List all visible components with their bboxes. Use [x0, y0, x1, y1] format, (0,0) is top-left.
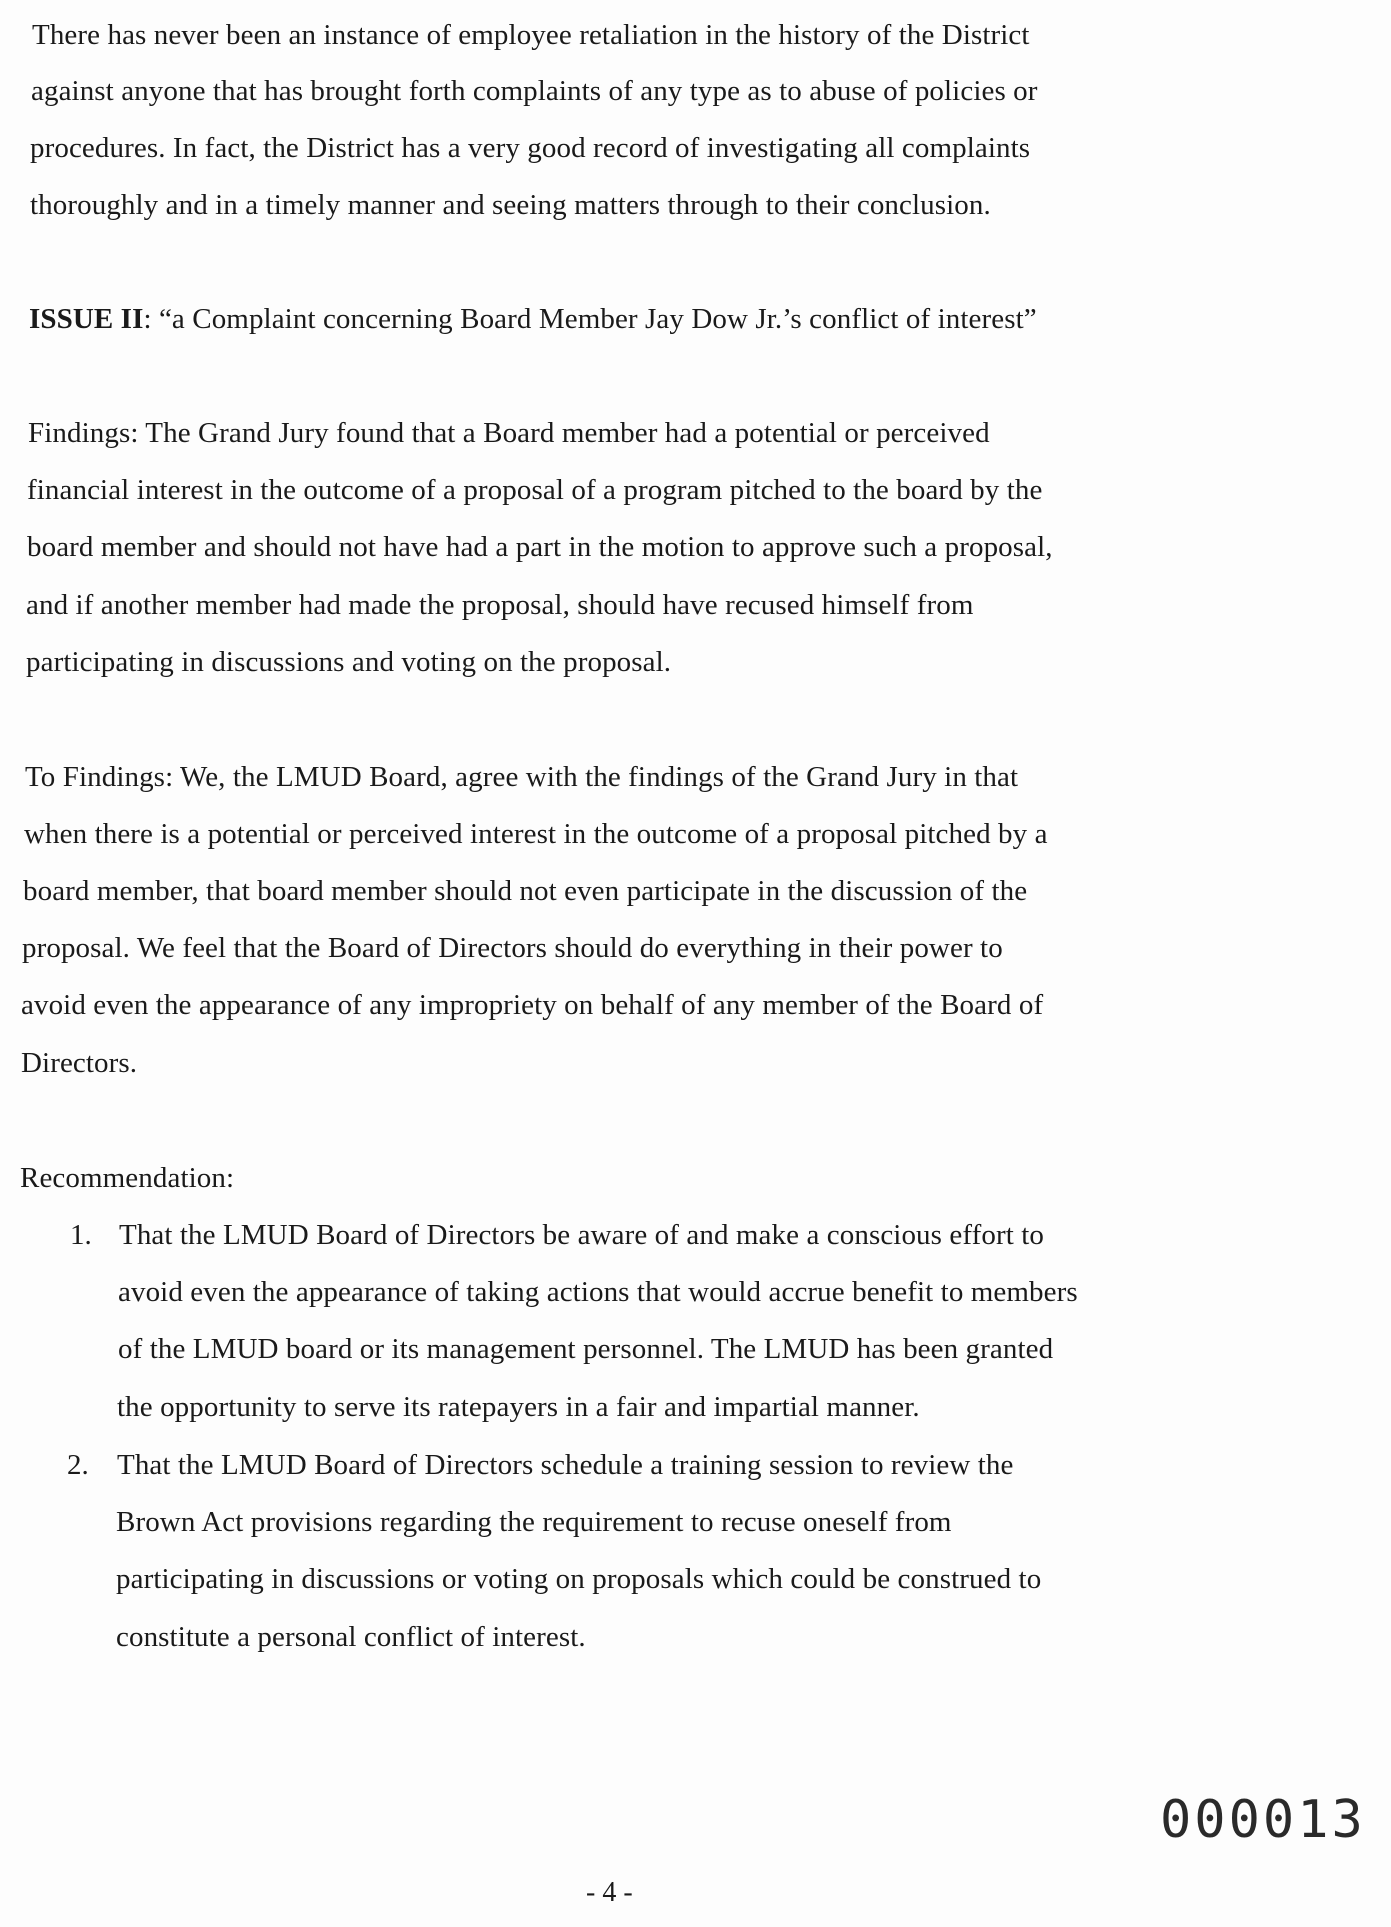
text-line: board member and should not have had a part in the motion to approve such a proposal, [27, 531, 1053, 563]
text-line: Directors. [21, 1047, 138, 1079]
text-line: proposal. We feel that the Board of Directors should do everything in their power to [22, 932, 1003, 964]
text-line: There has never been an instance of employee retaliation in the history of the District [32, 19, 1030, 51]
text-line: constitute a personal conflict of interest. [116, 1621, 586, 1653]
bates-number-stamp: 000013 [1160, 1790, 1366, 1850]
text-line: Findings: The Grand Jury found that a Board member had a potential or perceived [28, 417, 990, 449]
text-line: against anyone that has brought forth complaints of any type as to abuse of policies or [31, 75, 1038, 107]
text-line: avoid even the appearance of any impropriety on behalf of any member of the Board of [21, 989, 1044, 1021]
text-line: when there is a potential or perceived interest in the outcome of a proposal pitched by a [24, 818, 1048, 850]
issue-text: : “a Complaint concerning Board Member Jay Dow Jr.’s conflict of interest” [143, 303, 1037, 335]
page-number: - 4 - [586, 1877, 633, 1908]
recommendation-heading: Recommendation: [20, 1162, 235, 1194]
text-line: procedures. In fact, the District has a very good record of investigating all complaints [30, 132, 1031, 164]
text-line: of the LMUD board or its management personnel. The LMUD has been granted [118, 1333, 1054, 1365]
text-line: financial interest in the outcome of a proposal of a program pitched to the board by the [27, 474, 1043, 506]
text-line: participating in discussions and voting on the proposal. [26, 646, 672, 678]
text-line: That the LMUD Board of Directors schedule a training session to review the [117, 1449, 1014, 1481]
list-item-number: 2. [67, 1449, 89, 1481]
text-line: participating in discussions or voting on proposals which could be construed to [116, 1563, 1042, 1595]
text-line: board member, that board member should not even participate in the discussion of the [23, 875, 1028, 907]
text-line: That the LMUD Board of Directors be aware of and make a conscious effort to [119, 1219, 1044, 1251]
list-item-number: 1. [70, 1219, 92, 1251]
issue-heading [29, 302, 1037, 336]
text-line: To Findings: We, the LMUD Board, agree with the findings of the Grand Jury in that [25, 761, 1019, 793]
text-line: the opportunity to serve its ratepayers in a fair and impartial manner. [117, 1391, 920, 1423]
text-line: avoid even the appearance of taking actions that would accrue benefit to members [118, 1276, 1078, 1308]
text-line: thoroughly and in a timely manner and seeing matters through to their conclusion. [30, 189, 991, 221]
issue-label: ISSUE II [29, 303, 144, 335]
text-line: and if another member had made the proposal, should have recused himself from [26, 589, 974, 621]
text-line: Brown Act provisions regarding the requirement to recuse oneself from [116, 1506, 952, 1538]
